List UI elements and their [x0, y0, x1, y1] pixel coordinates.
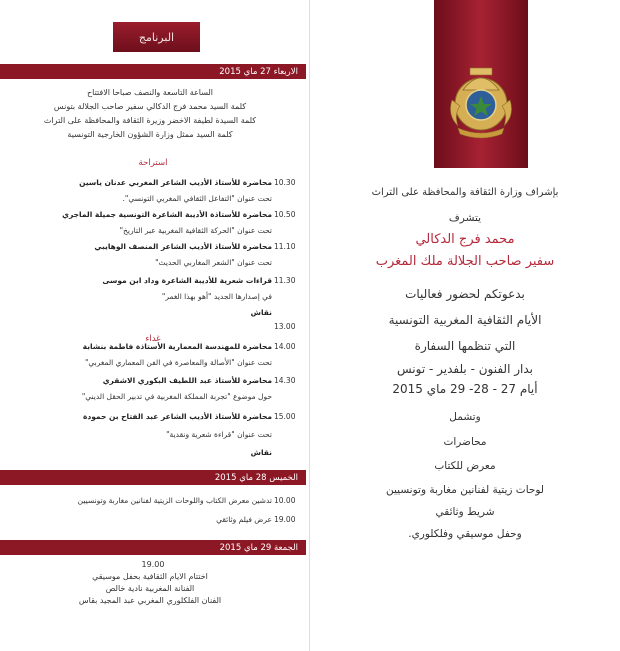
honored-line: يتشرف	[448, 212, 482, 224]
includes-line: وتشمل	[449, 411, 481, 423]
day1-opening	[0, 86, 300, 142]
session-time: 11.10	[274, 242, 296, 251]
program-panel	[0, 0, 306, 651]
session-subtitle: تحت عنوان "قراءة شعرية ونقدية"	[166, 430, 272, 439]
opening-line: كلمة السيدة لطيفة الاخضر وزيرة الثقافة والمحافظة على التراث	[43, 116, 257, 125]
session-title: محاضرة للأستاذ الأديب الشاعر المغربي عدنان ياسين	[79, 178, 272, 187]
session-time: 14.30	[274, 376, 296, 385]
session-title: محاضرة للأستاذ الأديب الشاعر المنصف الوهايبي	[94, 242, 272, 251]
moroccan-coat-of-arms-icon	[440, 60, 522, 142]
session-subtitle: في إصدارها الجديد "أهو بهذا الغمر"	[161, 292, 272, 301]
day2-bar	[0, 470, 306, 485]
opening-line: الساعة التاسعة والنصف صباحا الافتتاح	[86, 88, 214, 97]
lunch-label: غداء	[145, 334, 161, 344]
day3-closing	[0, 571, 300, 607]
session-time: 10.50	[274, 210, 296, 219]
day3-bar	[0, 540, 306, 555]
session-time: 15.00	[274, 412, 296, 421]
includes-item: معرض للكتاب	[434, 460, 496, 472]
invitation-panel	[310, 0, 620, 651]
session-subtitle: حول موضوع "تجربة المملكة المغربية في تدبير الحقل الديني"	[81, 392, 272, 401]
item-time: 10.00	[274, 496, 296, 505]
break-label: استراحة	[138, 158, 168, 168]
day1-label: الاربعاء 27 ماي 2015	[219, 66, 298, 77]
dates-line: أيام 27 - 28- 29 ماي 2015	[392, 382, 538, 396]
ambassador-name: محمد فرج الدكالي	[415, 232, 515, 247]
includes-item: شريط وثائقي	[435, 506, 495, 518]
includes-item: وحفل موسيقي وفلكلوري.	[408, 528, 522, 540]
session-subtitle: تحت عنوان "الشعر المغاربي الحديث"	[155, 258, 272, 267]
session-time: 14.00	[274, 342, 296, 351]
includes-item: لوحات زيتية لفنانين مغاربة وتونسيين	[385, 484, 545, 496]
day1-bar	[0, 64, 306, 79]
session-title: محاضرة للمهندسة المعمارية الأستاذة فاطمة بنشابة	[82, 342, 272, 351]
closing-line: اختتام الايام الثقافية بحفل موسيقي	[92, 572, 208, 581]
item-text: عرض فيلم وثائقي	[216, 515, 272, 524]
session-subtitle: تحت عنوان "التفاعل الثقافي المغربي التونسي".	[122, 194, 272, 203]
discussion-label: نقاش	[250, 448, 272, 457]
under-auspices-line: بإشراف وزارة الثقافة والمحافظة على التراث	[371, 187, 559, 198]
session-time: 11.30	[274, 276, 296, 285]
lunch-time: 13.00	[274, 322, 296, 331]
organizer-line: التي تنظمها السفارة	[414, 339, 516, 353]
day3-label: الجمعة 29 ماي 2015	[219, 542, 298, 553]
session-subtitle: تحت عنوان "الحركة الثقافية المغربية عبر التاريخ"	[119, 226, 272, 235]
closing-line: الفنان الفلكلوري المغربي عبد المجيد بقاس	[78, 596, 222, 605]
item-time: 19.00	[274, 515, 296, 524]
includes-item: محاضرات	[443, 436, 487, 448]
session-subtitle: تحت عنوان "الأصالة والمعاصرة في الفن المعماري المغربي"	[84, 358, 272, 367]
opening-line: كلمة السيد ممثل وزارة الشؤون الخارجية التونسية	[67, 130, 233, 139]
program-title: البرنامج	[113, 22, 200, 52]
opening-line: كلمة السيد محمد فرج الدكالي سفير صاحب الجلالة بتونس	[53, 102, 247, 111]
session-title: محاضرة للأستاذة الأديبة الشاعرة التونسية جميلة الماجري	[62, 210, 272, 219]
venue-line: بدار الفنون - بلفدير - تونس	[396, 362, 533, 376]
item-text: تدشين معرض الكتاب واللوحات الزيتية لفنانين مغاربة وتونسيين	[77, 496, 272, 505]
session-title: محاضرة للأستاذ الأديب الشاعر عبد الفتاح بن حمودة	[82, 412, 272, 421]
session-title: قراءات شعرية للأديبة الشاعرة وداد ابن موسى	[102, 276, 272, 285]
invitation-line: بدعوتكم لحضور فعاليات	[405, 287, 525, 301]
day3-time: 19.00	[141, 560, 165, 569]
session-title: محاضرة للأستاذ عبد اللطيف البكوري الاشقري	[102, 376, 272, 385]
closing-line: الفنانة المغربية نادية خالص	[105, 584, 195, 593]
discussion-label: نقاش	[250, 308, 272, 317]
ambassador-title: سفير صاحب الجلالة ملك المغرب	[375, 254, 555, 269]
day2-label: الخميس 28 ماي 2015	[214, 472, 298, 483]
session-time: 10.30	[274, 178, 296, 187]
event-name: الأيام الثقافية المغربية التونسية	[388, 313, 542, 327]
